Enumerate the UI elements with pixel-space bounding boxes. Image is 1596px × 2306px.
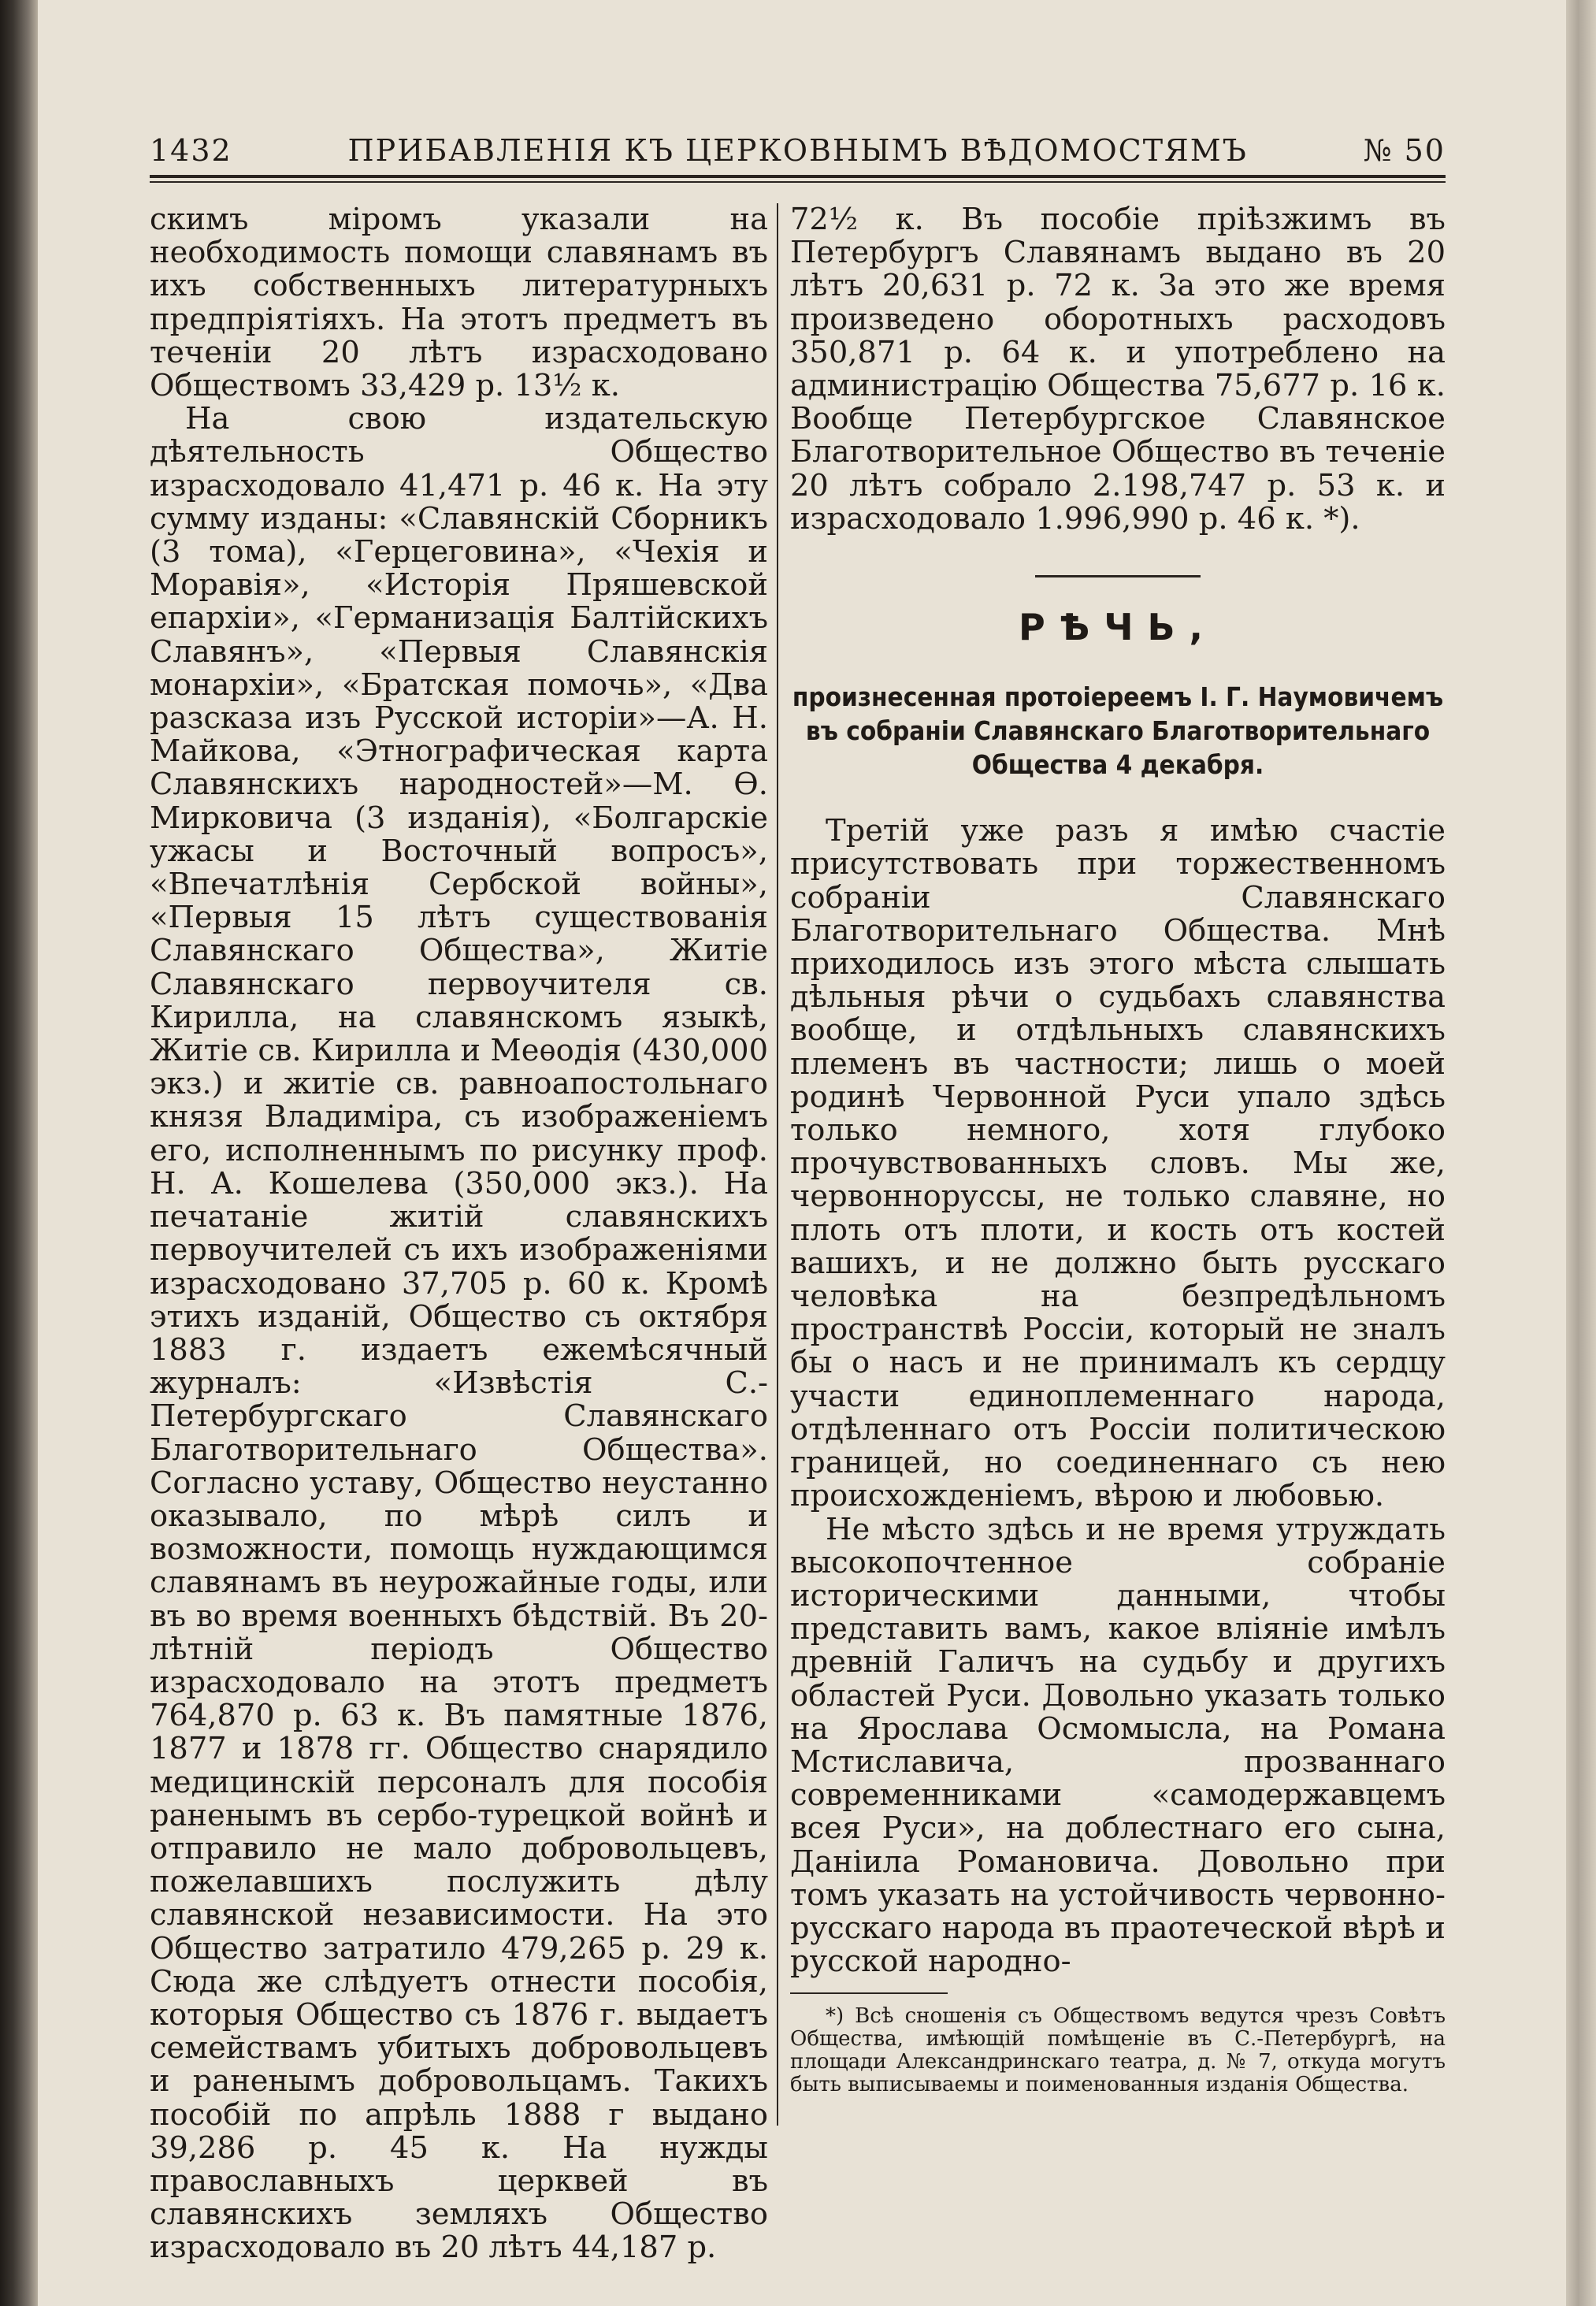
running-header	[150, 126, 1446, 178]
speech-title: РѢЧЬ,	[1018, 606, 1218, 649]
column-divider	[777, 203, 778, 2126]
book-gutter-shadow	[0, 0, 38, 2306]
left-column	[150, 203, 768, 2265]
issue-number: № 50	[1363, 133, 1446, 168]
page-edge	[1566, 0, 1596, 2306]
right-paragraph-3: Не мѣсто здѣсь и не время утруждать высокопочтенное собраніе историческими данными, чтобы представить вамъ, какое вліяніе имѣлъ древній Галичъ на судьбу и другихъ областей Руси. Довольно указать только на Ярослава Осмомысла, на Романа Мстиславича, прозваннаго современниками «самодержавцемъ всея Руси», на доблестнаго его сына, Даніила Романовича. Довольно при томъ указать на устойчивость червонно-русскаго народа въ праотеческой вѣрѣ и русской народно-	[790, 1511, 1446, 1980]
footnote-rule	[790, 1992, 948, 1994]
left-paragraph-1: скимъ міромъ указали на необходимость помощи славянамъ въ ихъ собственныхъ литературныхъ предпріятіяхъ. На этотъ предметъ въ теченіи 20 лѣтъ израсходовано Обществомъ 33,429 р. 13½ к.	[150, 202, 768, 404]
speech-subtitle: произнесенная протоіереемъ І. Г. Наумовичемъ въ собраніи Славянскаго Благотворительнаго Общества 4 декабря.	[792, 681, 1444, 781]
section-divider	[1035, 575, 1201, 577]
right-paragraph-1: 72½ к. Въ пособіе пріѣзжимъ въ Петербургъ Славянамъ выдано въ 20 лѣтъ 20,631 р. 72 к. За это же время произведено оборотныхъ расходовъ 350,871 р. 64 к. и употреблено на администрацію Общества 75,677 р. 16 к. Вообще Петербургское Славянское Благотворительное Общество въ теченіе 20 лѣтъ собрало 2.198,747 р. 53 к. и израсходовало 1.996,990 р. 46 к. *).	[790, 202, 1446, 537]
left-paragraph-2: На свою издательскую дѣятельность Общество израсходовало 41,471 р. 46 к. На эту сумму изданы: «Славянскій Сборникъ (3 тома), «Герцеговина», «Чехія и Моравія», «Исторія Пряшевской епархіи», «Германизація Балтійскихъ Славянъ», «Первыя Славянскія монархіи», «Братская помочь», «Два разсказа изъ Русской исторіи»—А. Н. Майкова, «Этнографическая карта Славянскихъ народностей»—М. Ѳ. Мирковича (3 изданія), «Болгарскіе ужасы и Восточный вопросъ», «Впечатлѣнія Сербской войны», «Первыя 15 лѣтъ существованія Славянскаго Общества», Житіе Славянскаго первоучителя св. Кирилла, на славянскомъ языкѣ, Житіе св. Кирилла и Меѳодія (430,000 экз.) и житіе св. равноапостольнаго князя Владиміра, съ изображеніемъ его, исполненнымъ по рисунку проф. Н. А. Кошелева (350,000 экз.). На печатаніе житій славянскихъ первоучителей съ ихъ изображеніями израсходовано 37,705 р. 60 к. Кромѣ этихъ изданій, Общество съ октября 1883 г. издаетъ ежемѣсячный журналъ: «Извѣстія С.-Петербургскаго Славянскаго Благотворительнаго Общества». Согласно уставу, Общество неустанно оказывало, по мѣрѣ силъ и возможности, помощь нуждающимся славянамъ въ неурожайные годы, или въ во время военныхъ бѣдствій. Въ 20-лѣтній періодъ Общество израсходовало на этотъ предметъ 764,870 р. 63 к. Въ памятные 1876, 1877 и 1878 гг. Общество снарядило медицинскій персоналъ для пособія раненымъ въ сербо-турецкой войнѣ и отправило не мало добровольцевъ, пожелавшихъ послужить дѣлу славянской независимости. На это Общество затратило 479,265 р. 29 к. Сюда же слѣдуетъ отнести пособія, которыя Общество съ 1876 г. выдаетъ семействамъ убитыхъ добровольцевъ и раненымъ добровольцамъ. Такихъ пособій по апрѣль 1888 г выдано 39,286 р. 45 к. На нужды православныхъ церквей въ славянскихъ земляхъ Общество израсходовало въ 20 лѣтъ 44,187 р.	[150, 401, 768, 2266]
page-number: 1432	[150, 133, 232, 168]
footnote: *) Всѣ сношенія съ Обществомъ ведутся чрезъ Совѣтъ Общества, имѣющій помѣщеніе въ С.-Петербургѣ, на площади Александринскаго театра, д. № 7, откуда могутъ быть выписываемы и поименованныя изданія Общества.	[790, 2004, 1446, 2097]
right-paragraph-2: Третій уже разъ я имѣю счастіе присутствовать при торжественномъ собраніи Славянскаго Благотворительнаго Общества. Мнѣ приходилось изъ этого мѣста слышать дѣльныя рѣчи о судьбахъ славянства вообще, и отдѣльныхъ славянскихъ племенъ въ частности; лишь о моей родинѣ Червонной Руси упало здѣсь только немного, хотя глубоко прочувствованныхъ словъ. Мы же, червонноруссы, не только славяне, но плоть отъ плоти, и кость отъ костей вашихъ, и не должно быть русскаго человѣка на безпредѣльномъ пространствѣ Россіи, который не зналъ бы о насъ и не принималъ къ сердцу участи единоплеменнаго народа, отдѣленнаго отъ Россіи политическою границей, но соединеннаго съ нею происхожденіемъ, вѣрою и любовью.	[790, 813, 1446, 1514]
running-title: ПРИБАВЛЕНІЯ КЪ ЦЕРКОВНЫМЪ ВѢДОМОСТЯМЪ	[347, 133, 1248, 168]
right-column	[790, 203, 1446, 2096]
header-rule	[150, 181, 1446, 183]
